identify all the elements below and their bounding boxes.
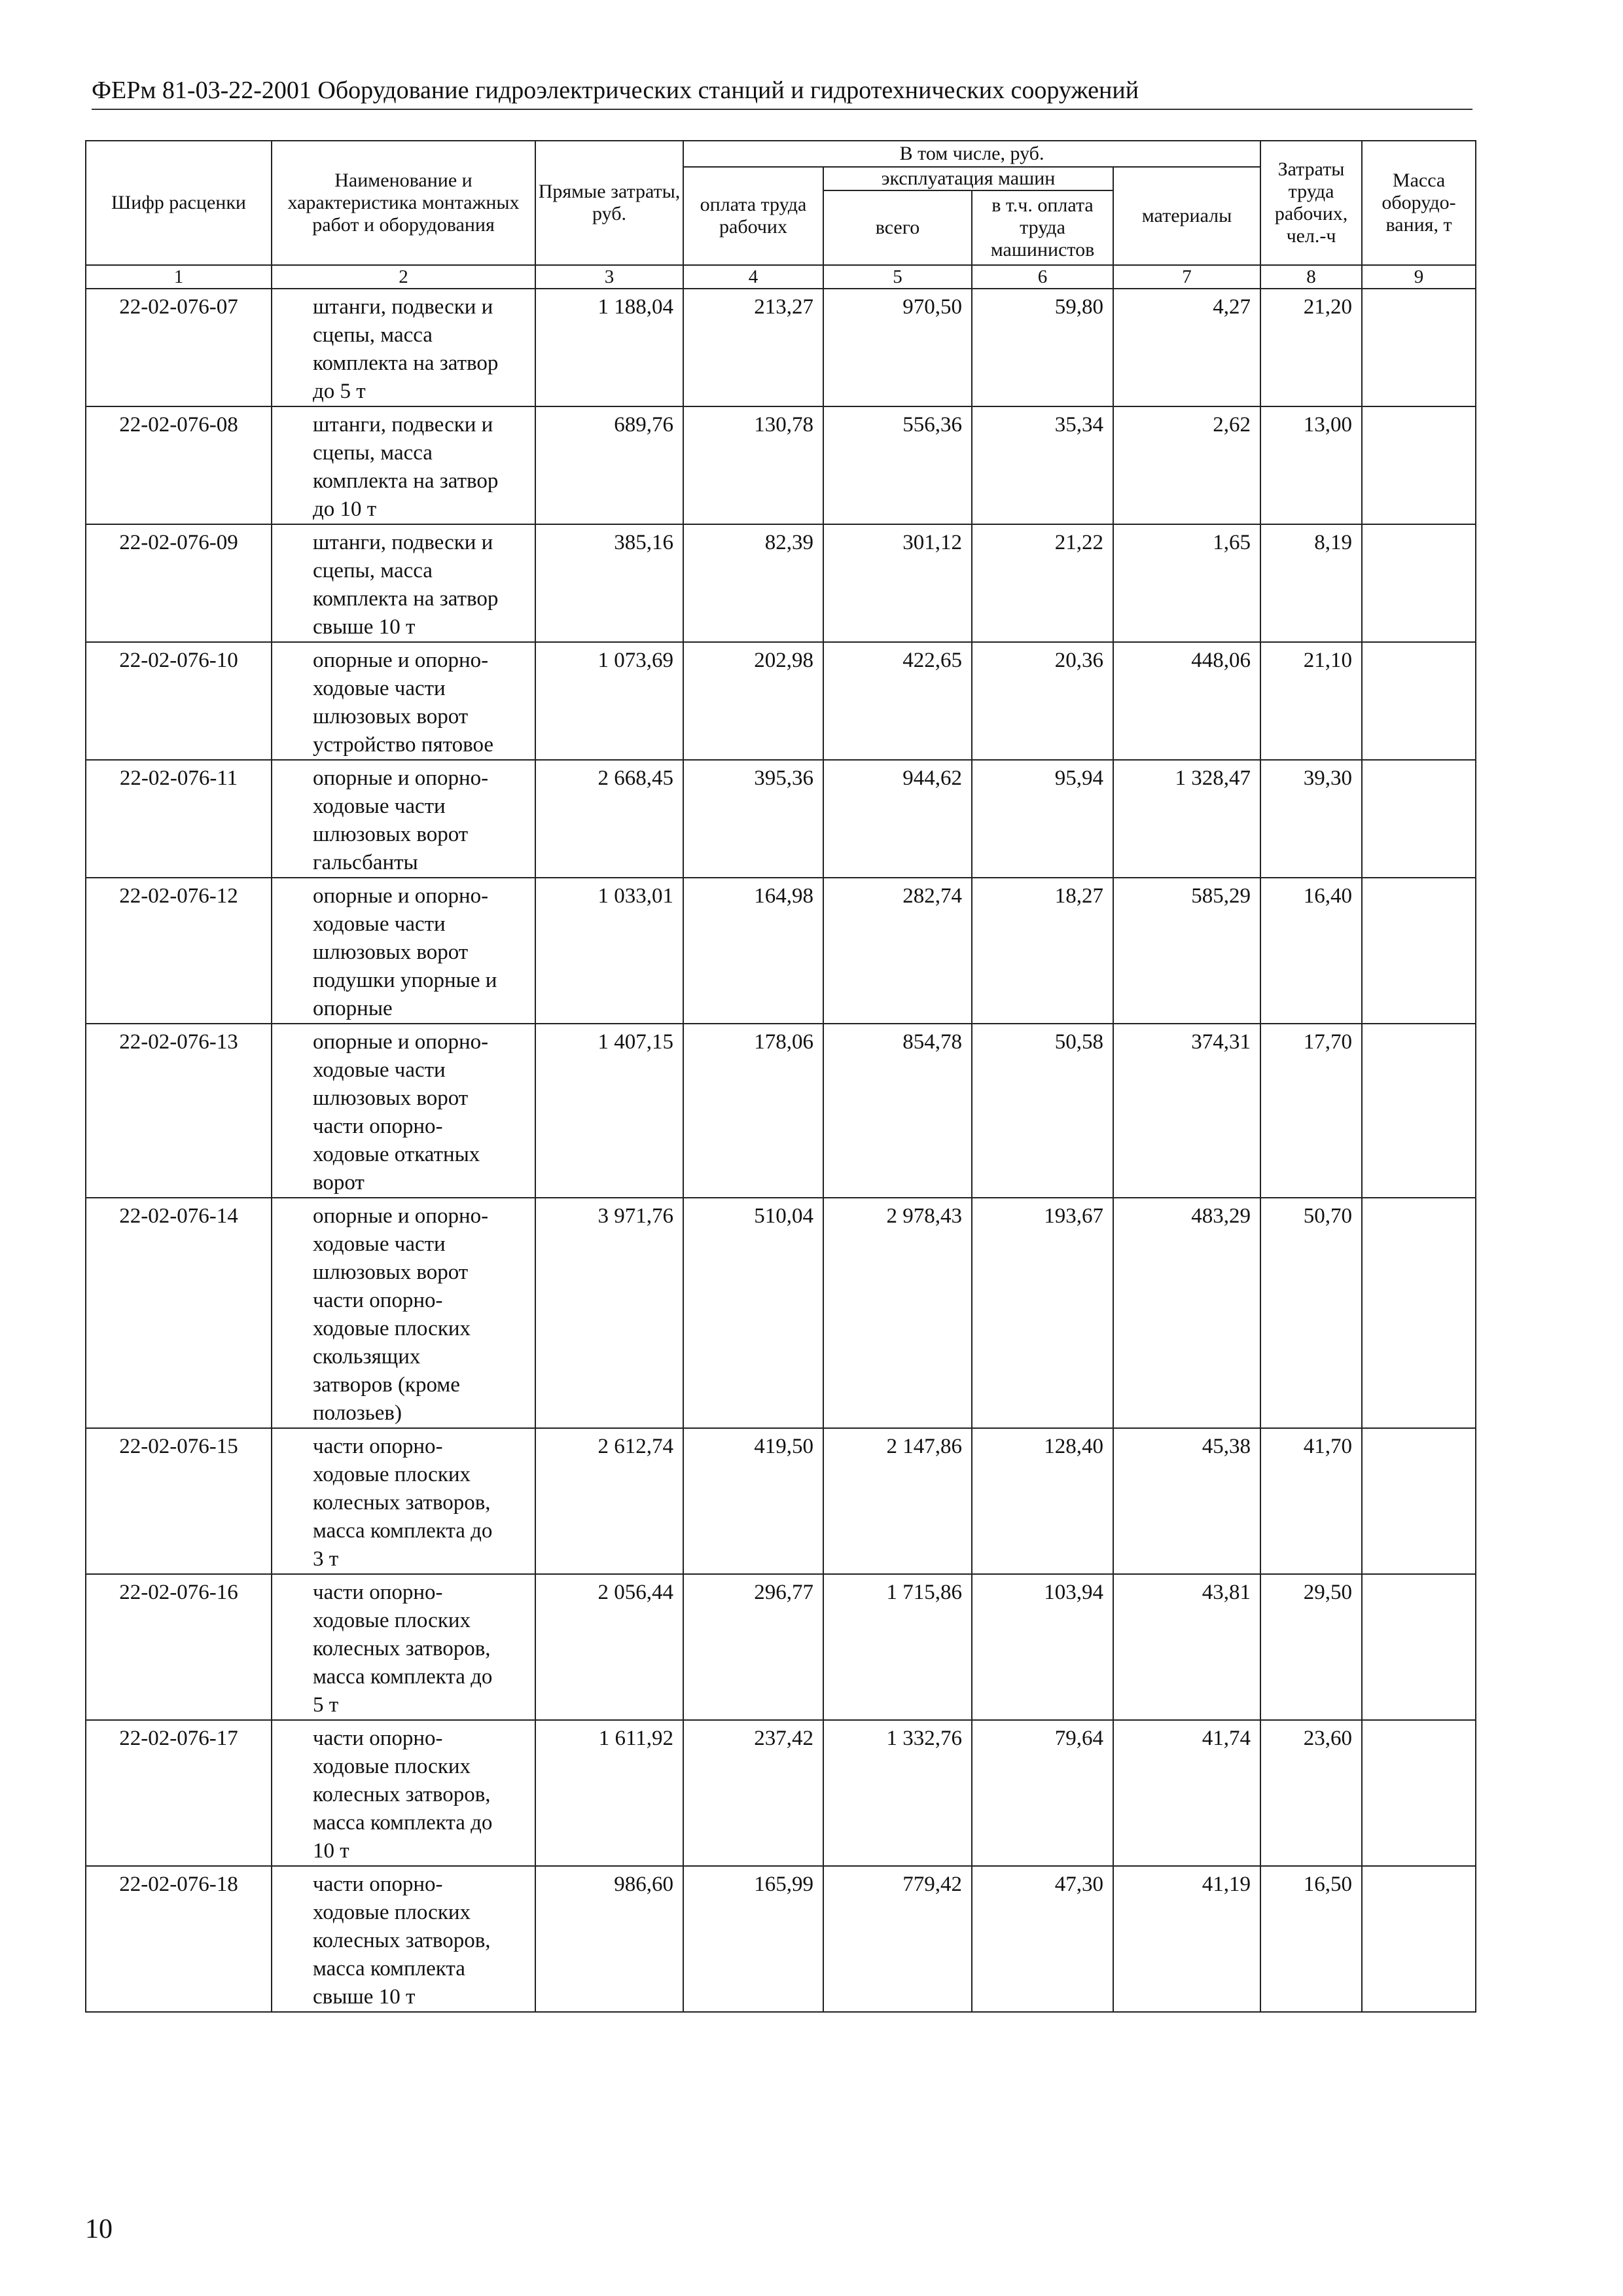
work-description	[272, 760, 535, 878]
description-line: части опорно-	[313, 1581, 443, 1604]
labor-cell: 16,50	[1260, 1866, 1362, 2012]
description-line: полозьев)	[313, 1401, 402, 1425]
labor-cell: 29,50	[1260, 1574, 1362, 1720]
description-line: масса комплекта до	[313, 1519, 493, 1543]
column-number: 1	[86, 265, 272, 289]
rates-table	[85, 140, 1476, 2013]
description-line: ходовые плоских	[313, 1609, 471, 1632]
table-row	[86, 1574, 1476, 1720]
description-line: ворот	[313, 1171, 365, 1194]
table-row	[86, 760, 1476, 878]
col-header-materials: материалы	[1113, 167, 1260, 265]
rate-code: 22-02-076-13	[86, 1024, 272, 1198]
direct-cell: 3 971,76	[535, 1198, 683, 1428]
description-line: до 5 т	[313, 380, 366, 403]
materials-cell: 448,06	[1113, 642, 1260, 760]
description-line: штанги, подвески и	[313, 295, 493, 319]
description-line: ходовые части	[313, 912, 446, 936]
operators-cell: 79,64	[972, 1720, 1113, 1866]
description-line: устройство пятовое	[313, 733, 494, 757]
mass-cell	[1362, 1574, 1476, 1720]
description-line: опорные и опорно-	[313, 1204, 489, 1228]
work-description	[272, 1428, 535, 1574]
rate-code: 22-02-076-10	[86, 642, 272, 760]
labor-cell: 21,10	[1260, 642, 1362, 760]
description-line: масса комплекта	[313, 1957, 465, 1981]
col-header-direct-costs: Прямые затраты, руб.	[535, 141, 683, 265]
operators-cell: 21,22	[972, 524, 1113, 642]
direct-cell: 1 611,92	[535, 1720, 683, 1866]
description-line: комплекта на затвор	[313, 587, 499, 611]
work-description	[272, 524, 535, 642]
description-line: ходовые части	[313, 795, 446, 818]
labor-cell: 39,30	[1260, 760, 1362, 878]
description-line: части опорно-	[313, 1115, 443, 1138]
wages-cell: 395,36	[683, 760, 823, 878]
description-line: опорные	[313, 997, 393, 1020]
description-line: части опорно-	[313, 1873, 443, 1896]
page-number: 10	[85, 2214, 113, 2244]
machines-cell: 301,12	[823, 524, 972, 642]
description-line: сцепы, масса	[313, 559, 433, 583]
labor-cell: 50,70	[1260, 1198, 1362, 1428]
description-line: ходовые плоских	[313, 1755, 471, 1778]
direct-cell: 1 033,01	[535, 878, 683, 1024]
mass-cell	[1362, 1866, 1476, 2012]
description-line: шлюзовых ворот	[313, 823, 469, 846]
col-header-labor: Затраты труда рабочих, чел.-ч	[1260, 141, 1362, 265]
labor-cell: 16,40	[1260, 878, 1362, 1024]
labor-cell: 21,20	[1260, 289, 1362, 406]
description-line: затворов (кроме	[313, 1373, 460, 1397]
description-line: ходовые плоских	[313, 1317, 471, 1340]
materials-cell: 585,29	[1113, 878, 1260, 1024]
description-line: ходовые плоских	[313, 1463, 471, 1486]
operators-cell: 193,67	[972, 1198, 1113, 1428]
col-header-machines: эксплуатация машин	[823, 167, 1113, 190]
work-description	[272, 1866, 535, 2012]
labor-cell: 41,70	[1260, 1428, 1362, 1574]
description-line: 3 т	[313, 1547, 339, 1571]
description-line: опорные и опорно-	[313, 649, 489, 672]
description-line: гальсбанты	[313, 851, 418, 874]
description-line: опорные и опорно-	[313, 1030, 489, 1054]
materials-cell: 483,29	[1113, 1198, 1260, 1428]
mass-cell	[1362, 524, 1476, 642]
wages-cell: 510,04	[683, 1198, 823, 1428]
work-description	[272, 1720, 535, 1866]
work-description	[272, 406, 535, 524]
work-description	[272, 642, 535, 760]
description-line: колесных затворов,	[313, 1491, 491, 1515]
wages-cell: 178,06	[683, 1024, 823, 1198]
wages-cell: 82,39	[683, 524, 823, 642]
column-number: 8	[1260, 265, 1362, 289]
wages-cell: 202,98	[683, 642, 823, 760]
column-number: 5	[823, 265, 972, 289]
wages-cell: 296,77	[683, 1574, 823, 1720]
description-line: комплекта на затвор	[313, 351, 499, 375]
materials-cell: 1 328,47	[1113, 760, 1260, 878]
description-line: скользящих	[313, 1345, 421, 1369]
description-line: ходовые откатных	[313, 1143, 480, 1166]
rate-code: 22-02-076-07	[86, 289, 272, 406]
materials-cell: 4,27	[1113, 289, 1260, 406]
description-line: масса комплекта до	[313, 1811, 493, 1835]
labor-cell: 8,19	[1260, 524, 1362, 642]
table-row	[86, 1428, 1476, 1574]
machines-cell: 854,78	[823, 1024, 972, 1198]
operators-cell: 128,40	[972, 1428, 1113, 1574]
mass-cell	[1362, 878, 1476, 1024]
rate-code: 22-02-076-16	[86, 1574, 272, 1720]
table-body	[86, 289, 1476, 2012]
description-line: масса комплекта до	[313, 1665, 493, 1689]
description-line: части опорно-	[313, 1435, 443, 1458]
description-line: 5 т	[313, 1693, 339, 1717]
operators-cell: 18,27	[972, 878, 1113, 1024]
direct-cell: 1 188,04	[535, 289, 683, 406]
work-description	[272, 289, 535, 406]
table-row	[86, 524, 1476, 642]
machines-cell: 779,42	[823, 1866, 972, 2012]
wages-cell: 213,27	[683, 289, 823, 406]
rate-code: 22-02-076-15	[86, 1428, 272, 1574]
machines-cell: 2 978,43	[823, 1198, 972, 1428]
wages-cell: 130,78	[683, 406, 823, 524]
description-line: шлюзовых ворот	[313, 941, 469, 964]
description-line: штанги, подвески и	[313, 413, 493, 437]
table-row	[86, 1024, 1476, 1198]
machines-cell: 970,50	[823, 289, 972, 406]
table-row	[86, 642, 1476, 760]
description-line: колесных затворов,	[313, 1637, 491, 1660]
work-description	[272, 1024, 535, 1198]
col-header-operator-wages: в т.ч. оплата труда машинистов	[972, 190, 1113, 265]
description-line: шлюзовых ворот	[313, 705, 469, 728]
rate-code: 22-02-076-12	[86, 878, 272, 1024]
mass-cell	[1362, 1720, 1476, 1866]
col-header-wages: оплата труда рабочих	[683, 167, 823, 265]
table-row	[86, 1866, 1476, 2012]
labor-cell: 17,70	[1260, 1024, 1362, 1198]
materials-cell: 43,81	[1113, 1574, 1260, 1720]
mass-cell	[1362, 1024, 1476, 1198]
work-description	[272, 878, 535, 1024]
description-line: шлюзовых ворот	[313, 1261, 469, 1284]
machines-cell: 2 147,86	[823, 1428, 972, 1574]
operators-cell: 47,30	[972, 1866, 1113, 2012]
mass-cell	[1362, 642, 1476, 760]
wages-cell: 419,50	[683, 1428, 823, 1574]
direct-cell: 986,60	[535, 1866, 683, 2012]
work-description	[272, 1574, 535, 1720]
table-row	[86, 289, 1476, 406]
description-line: шлюзовых ворот	[313, 1086, 469, 1110]
description-line: ходовые части	[313, 1232, 446, 1256]
table-header	[86, 141, 1476, 289]
column-number: 2	[272, 265, 535, 289]
mass-cell	[1362, 1428, 1476, 1574]
table-row	[86, 878, 1476, 1024]
rate-code: 22-02-076-17	[86, 1720, 272, 1866]
description-line: части опорно-	[313, 1727, 443, 1750]
direct-cell: 2 612,74	[535, 1428, 683, 1574]
materials-cell: 374,31	[1113, 1024, 1260, 1198]
rate-code: 22-02-076-11	[86, 760, 272, 878]
labor-cell: 23,60	[1260, 1720, 1362, 1866]
description-line: ходовые части	[313, 677, 446, 700]
description-line: сцепы, масса	[313, 323, 433, 347]
machines-cell: 422,65	[823, 642, 972, 760]
materials-cell: 41,19	[1113, 1866, 1260, 2012]
mass-cell	[1362, 289, 1476, 406]
direct-cell: 1 073,69	[535, 642, 683, 760]
machines-cell: 1 715,86	[823, 1574, 972, 1720]
description-line: колесных затворов,	[313, 1929, 491, 1952]
header-divider	[92, 109, 1472, 110]
column-number: 7	[1113, 265, 1260, 289]
mass-cell	[1362, 1198, 1476, 1428]
labor-cell: 13,00	[1260, 406, 1362, 524]
direct-cell: 2 056,44	[535, 1574, 683, 1720]
description-line: комплекта на затвор	[313, 469, 499, 493]
description-line: подушки упорные и	[313, 969, 497, 992]
direct-cell: 689,76	[535, 406, 683, 524]
page-header-title: ФЕРм 81-03-22-2001 Оборудование гидроэлектрических станций и гидротехнических сооружений	[92, 77, 1139, 104]
mass-cell	[1362, 760, 1476, 878]
col-header-mass: Масса оборудо-вания, т	[1362, 141, 1476, 265]
description-line: свыше 10 т	[313, 615, 416, 639]
description-line: ходовые плоских	[313, 1901, 471, 1924]
col-header-code: Шифр расценки	[86, 141, 272, 265]
description-line: ходовые части	[313, 1058, 446, 1082]
column-number: 9	[1362, 265, 1476, 289]
description-line: опорные и опорно-	[313, 766, 489, 790]
rate-code: 22-02-076-09	[86, 524, 272, 642]
wages-cell: 164,98	[683, 878, 823, 1024]
col-header-including: В том числе, руб.	[683, 141, 1260, 167]
direct-cell: 385,16	[535, 524, 683, 642]
table-row	[86, 1198, 1476, 1428]
machines-cell: 944,62	[823, 760, 972, 878]
column-number: 4	[683, 265, 823, 289]
materials-cell: 41,74	[1113, 1720, 1260, 1866]
operators-cell: 35,34	[972, 406, 1113, 524]
rate-code: 22-02-076-08	[86, 406, 272, 524]
column-number-row	[86, 265, 1476, 289]
operators-cell: 103,94	[972, 1574, 1113, 1720]
description-line: штанги, подвески и	[313, 531, 493, 554]
column-number: 3	[535, 265, 683, 289]
description-line: до 10 т	[313, 497, 377, 521]
description-line: свыше 10 т	[313, 1985, 416, 2009]
materials-cell: 1,65	[1113, 524, 1260, 642]
rate-code: 22-02-076-18	[86, 1866, 272, 2012]
operators-cell: 20,36	[972, 642, 1113, 760]
operators-cell: 95,94	[972, 760, 1113, 878]
table-row	[86, 1720, 1476, 1866]
direct-cell: 2 668,45	[535, 760, 683, 878]
direct-cell: 1 407,15	[535, 1024, 683, 1198]
work-description	[272, 1198, 535, 1428]
description-line: части опорно-	[313, 1289, 443, 1312]
machines-cell: 282,74	[823, 878, 972, 1024]
operators-cell: 59,80	[972, 289, 1113, 406]
description-line: колесных затворов,	[313, 1783, 491, 1806]
description-line: сцепы, масса	[313, 441, 433, 465]
column-number: 6	[972, 265, 1113, 289]
col-header-name: Наименование и характеристика монтажных работ и оборудования	[272, 141, 535, 265]
machines-cell: 1 332,76	[823, 1720, 972, 1866]
mass-cell	[1362, 406, 1476, 524]
machines-cell: 556,36	[823, 406, 972, 524]
operators-cell: 50,58	[972, 1024, 1113, 1198]
materials-cell: 2,62	[1113, 406, 1260, 524]
materials-cell: 45,38	[1113, 1428, 1260, 1574]
description-line: опорные и опорно-	[313, 884, 489, 908]
rate-code: 22-02-076-14	[86, 1198, 272, 1428]
table-row	[86, 406, 1476, 524]
description-line: 10 т	[313, 1839, 349, 1863]
col-header-machines-total: всего	[823, 190, 972, 265]
wages-cell: 165,99	[683, 1866, 823, 2012]
wages-cell: 237,42	[683, 1720, 823, 1866]
